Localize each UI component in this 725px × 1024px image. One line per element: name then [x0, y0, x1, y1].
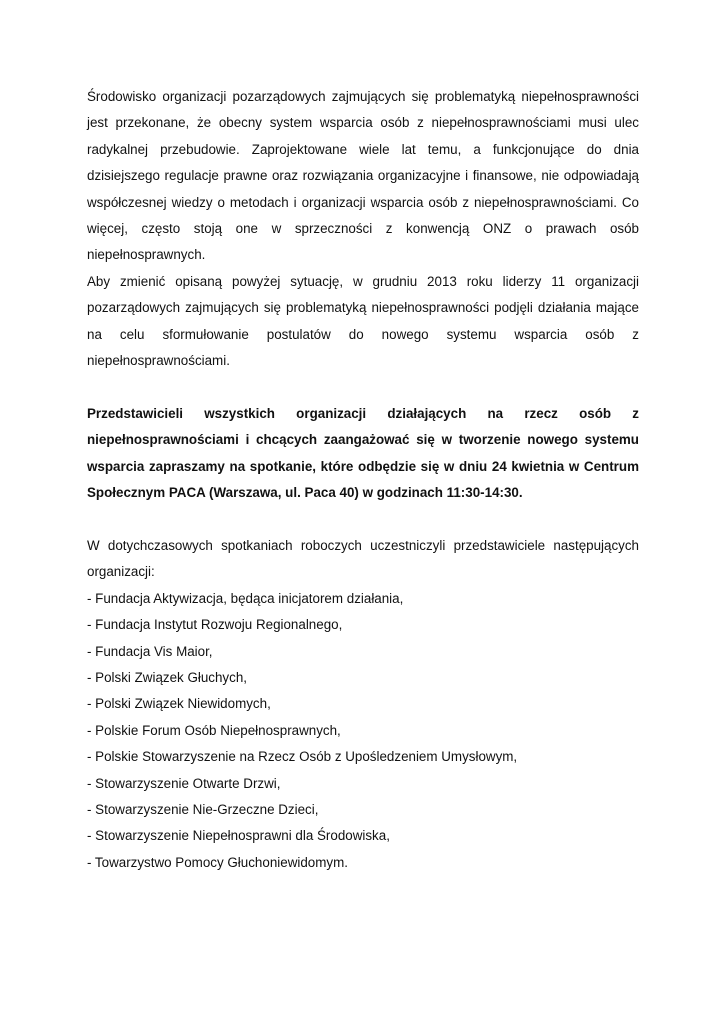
paragraph-spacer — [87, 506, 639, 532]
invitation-paragraph: Przedstawicieli wszystkich organizacji działających na rzecz osób z niepełnosprawnościami i chcących zaangażować się w tworzenie nowego systemu wsparcia zapraszamy na spotkanie, które odbędzie się w dniu 24 kwietnia w Centrum Społecznym PACA (Warszawa, ul. Paca 40) w godzinach 11:30-14:30. — [87, 405, 639, 501]
list-item: - Polski Związek Niewidomych, — [87, 696, 271, 712]
list-item: - Fundacja Aktywizacja, będąca inicjatorem działania, — [87, 590, 404, 606]
intro-paragraph: Środowisko organizacji pozarządowych zajmujących się problematyką niepełnosprawności jest przekonane, że obecny system wsparcia osób z niepełnosprawnościami musi ulec radykalnej przebudowie. Zaprojektowane wiele lat temu, a funkcjonujące do dnia dzisiejszego regulacje prawne oraz rozwiązania organizacyjne i finansowe, nie odpowiadają współczesnej wiedzy o metodach i organizacji wsparcia osób z niepełnosprawnościami. Co więcej, często stoją one w sprzeczności z konwencją ONZ o prawach osób niepełnosprawnych. — [87, 89, 639, 263]
paragraph-spacer — [87, 374, 639, 400]
list-item: - Stowarzyszenie Nie-Grzeczne Dzieci, — [87, 801, 319, 817]
list-item: - Fundacja Instytut Rozwoju Regionalnego, — [87, 617, 343, 633]
list-item: - Stowarzyszenie Otwarte Drzwi, — [87, 775, 281, 791]
participants-intro: W dotychczasowych spotkaniach roboczych uczestniczyli przedstawiciele następujących organizacji: — [87, 537, 639, 580]
list-item: - Polski Związek Głuchych, — [87, 669, 247, 685]
initiative-paragraph: Aby zmienić opisaną powyżej sytuację, w grudniu 2013 roku liderzy 11 organizacji pozarządowych zajmujących się problematyką niepełnosprawności podjęli działania mające na celu sformułowanie postulatów do nowego systemu wsparcia osób z niepełnosprawnościami. — [87, 273, 639, 369]
list-item: - Stowarzyszenie Niepełnosprawni dla Środowiska, — [87, 828, 390, 844]
document-body — [87, 84, 639, 876]
list-item: - Fundacja Vis Maior, — [87, 643, 213, 659]
list-item: - Towarzystwo Pomocy Głuchoniewidomym. — [87, 854, 348, 870]
list-item: - Polskie Forum Osób Niepełnosprawnych, — [87, 722, 341, 738]
organizations-list — [87, 586, 639, 876]
list-item: - Polskie Stowarzyszenie na Rzecz Osób z Upośledzeniem Umysłowym, — [87, 749, 518, 765]
